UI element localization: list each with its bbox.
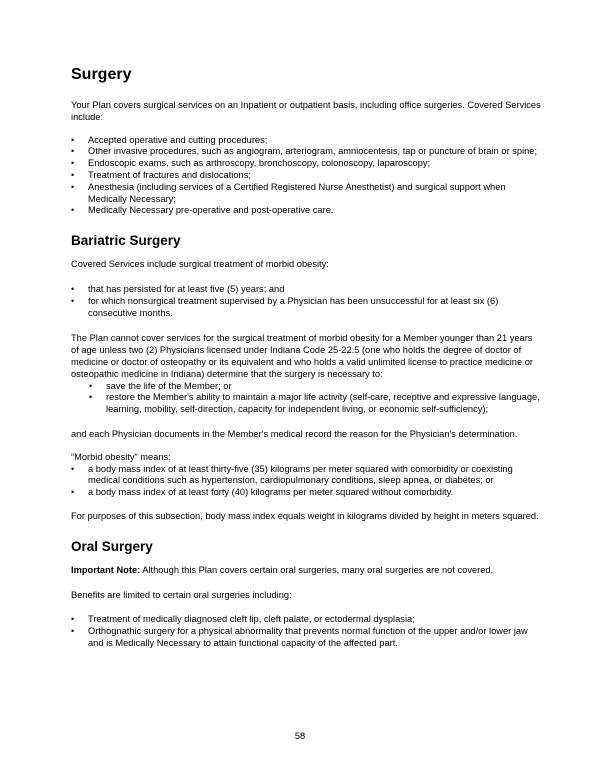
section-title-oral: Oral Surgery xyxy=(71,538,153,554)
list-item: • Treatment of fractures and dislocations; xyxy=(71,170,541,182)
morbid-obesity-definition-intro: “Morbid obesity” means: xyxy=(71,451,171,462)
document-page xyxy=(71,66,541,662)
page-number: 58 xyxy=(294,731,306,741)
list-item: • save the life of the Member; or xyxy=(89,381,541,393)
list-item: • restore the Member's ability to maintain a major life activity (self-care, receptive and expressive language, learning, mobility, self-direction, capacity for independent living, or economic self-sufficiency); xyxy=(89,392,541,416)
list-item: • a body mass index of at least forty (40) kilograms per meter squared without comorbidity. xyxy=(71,487,541,499)
important-note-text: Although this Plan covers certain oral surgeries, many oral surgeries are not covered. xyxy=(140,564,494,575)
list-item: • Treatment of medically diagnosed cleft lip, cleft palate, or ectodermal dysplasia; xyxy=(71,614,541,626)
surgery-list xyxy=(71,135,541,218)
surgery-intro: Your Plan covers surgical services on an Inpatient or outpatient basis, including office surgeries. Covered Services include: xyxy=(71,100,541,122)
list-item: • Other invasive procedures, such as angiogram, arteriogram, amniocentesis, tap or puncture of brain or spine; xyxy=(71,146,541,158)
bariatric-sub-list xyxy=(71,381,541,416)
bmi-note: For purposes of this subsection, body mass index equals weight in kilograms divided by height in meters squared. xyxy=(71,510,539,521)
oral-list xyxy=(71,614,541,649)
list-item: • Endoscopic exams, such as arthroscopy, bronchoscopy, colonoscopy, laparoscopy; xyxy=(71,158,541,170)
morbid-obesity-definition-list xyxy=(71,464,541,499)
list-item: • for which nonsurgical treatment supervised by a Physician has been unsuccessful for at least six (6) consecutive months. xyxy=(71,296,541,320)
list-item: • Anesthesia (including services of a Certified Registered Nurse Anesthetist) and surgical support when Medically Necessary; xyxy=(71,182,541,206)
oral-limits: Benefits are limited to certain oral surgeries including: xyxy=(71,589,292,600)
list-item: • a body mass index of at least thirty-five (35) kilograms per meter squared with comorbidity or coexisting medical conditions such as hypertension, cardiopulmonary conditions, sleep apnea, or diabetes; or xyxy=(71,464,541,488)
important-note-label: Important Note: xyxy=(71,564,141,575)
section-title-surgery: Surgery xyxy=(71,66,132,83)
list-item: • Medically Necessary pre-operative and post-operative care. xyxy=(71,205,541,217)
list-item: • that has persisted for at least five (5) years; and xyxy=(71,284,541,296)
list-item: • Orthognathic surgery for a physical abnormality that prevents normal function of the upper and/or lower jaw and is Medically Necessary to attain functional capacity of the affected part. xyxy=(71,626,541,650)
bariatric-documentation: and each Physician documents in the Member's medical record the reason for the Physician's determination. xyxy=(71,428,518,439)
bariatric-list xyxy=(71,284,541,319)
bariatric-restriction: The Plan cannot cover services for the surgical treatment of morbid obesity for a Member younger than 21 years of age unless two (2) Physicians licensed under Indiana Code 25-22.5 (one who holds the degree of doctor of medicine or doctor of osteopathy or its equivalent and who holds a valid unlimited license to practice medicine or osteopathic medicine in Indiana) determine that the surgery is necessary to: xyxy=(71,333,533,379)
oral-important-note xyxy=(71,565,541,577)
bariatric-intro: Covered Services include surgical treatment of morbid obesity: xyxy=(71,259,329,270)
list-item: • Accepted operative and cutting procedures; xyxy=(71,135,541,147)
section-title-bariatric: Bariatric Surgery xyxy=(71,233,181,249)
